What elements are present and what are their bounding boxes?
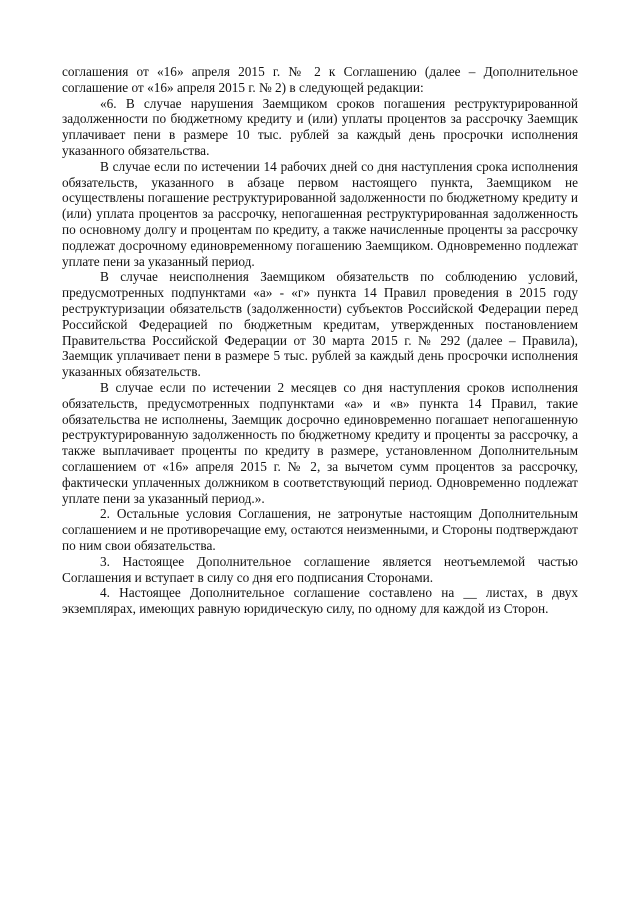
paragraph-early-repayment-2-months: В случае если по истечении 2 месяцев со дня наступления сроков исполнения обязательств, предусмотренных подпунктами «а» и «в» пункта 14 Правил, такие обязательства не исполнены, Заемщик досрочно единовременно погашает непогашенную реструктурированную задолженность по бюджетному кредиту и проценты за рассрочку, а также выплачивает проценты по кредиту в размере, установленном Дополнительным соглашением от «16» апреля 2015 г. № 2, за вычетом сумм процентов за рассрочку, фактически уплаченных должником в соответствующий период. Одновременно подлежат уплате пени за указанный период.». [62, 379, 578, 506]
paragraph-clause-4-copies: 4. Настоящее Дополнительное соглашение составлено на __ листах, в двух экземплярах, имеющих равную юридическую силу, по одному для каждой из Сторон. [62, 585, 578, 617]
paragraph-conditions-penalty: В случае неисполнения Заемщиком обязательств по соблюдению условий, предусмотренных подпунктами «а» - «г» пункта 14 Правил проведения в 2015 году реструктуризации обязательств (задолженности) субъектов Российской Федерации перед Российской Федерацией по бюджетным кредитам, утвержденных постановлением Правительства Российской Федерации от 30 марта 2015 г. № 292 (далее – Правила), Заемщик уплачивает пени в размере 5 тыс. рублей за каждый день просрочки исполнения указанных обязательств. [62, 269, 578, 380]
document-page [62, 64, 578, 617]
paragraph-clause-3-integral-part: 3. Настоящее Дополнительное соглашение является неотъемлемой частью Соглашения и вступает в силу со дня его подписания Сторонами. [62, 553, 578, 585]
paragraph-clause-2-other-conditions: 2. Остальные условия Соглашения, не затронутые настоящим Дополнительным соглашением и не противоречащие ему, остаются неизменными, и Стороны подтверждают по ним свои обязательства. [62, 506, 578, 553]
paragraph-clause-6-penalty: «6. В случае нарушения Заемщиком сроков погашения реструктурированной задолженности по бюджетному кредиту и (или) уплаты процентов за рассрочку Заемщик уплачивает пени в размере 10 тыс. рублей за каждый день просрочки исполнения указанного обязательства. [62, 95, 578, 158]
paragraph-intro-continuation: соглашения от «16» апреля 2015 г. № 2 к Соглашению (далее – Дополнительное соглашение от «16» апреля 2015 г. № 2) в следующей редакции: [62, 64, 578, 95]
paragraph-early-repayment-14-days: В случае если по истечении 14 рабочих дней со дня наступления срока исполнения обязательств, указанного в абзаце первом настоящего пункта, Заемщиком не осуществлены погашение реструктурированной задолженности по бюджетному кредиту и (или) уплата процентов за рассрочку, непогашенная реструктурированная задолженность по основному долгу и процентам по кредиту, а также начисленные проценты за рассрочку подлежат досрочному единовременному погашению Заемщиком. Одновременно подлежат уплате пени за указанный период. [62, 158, 578, 269]
